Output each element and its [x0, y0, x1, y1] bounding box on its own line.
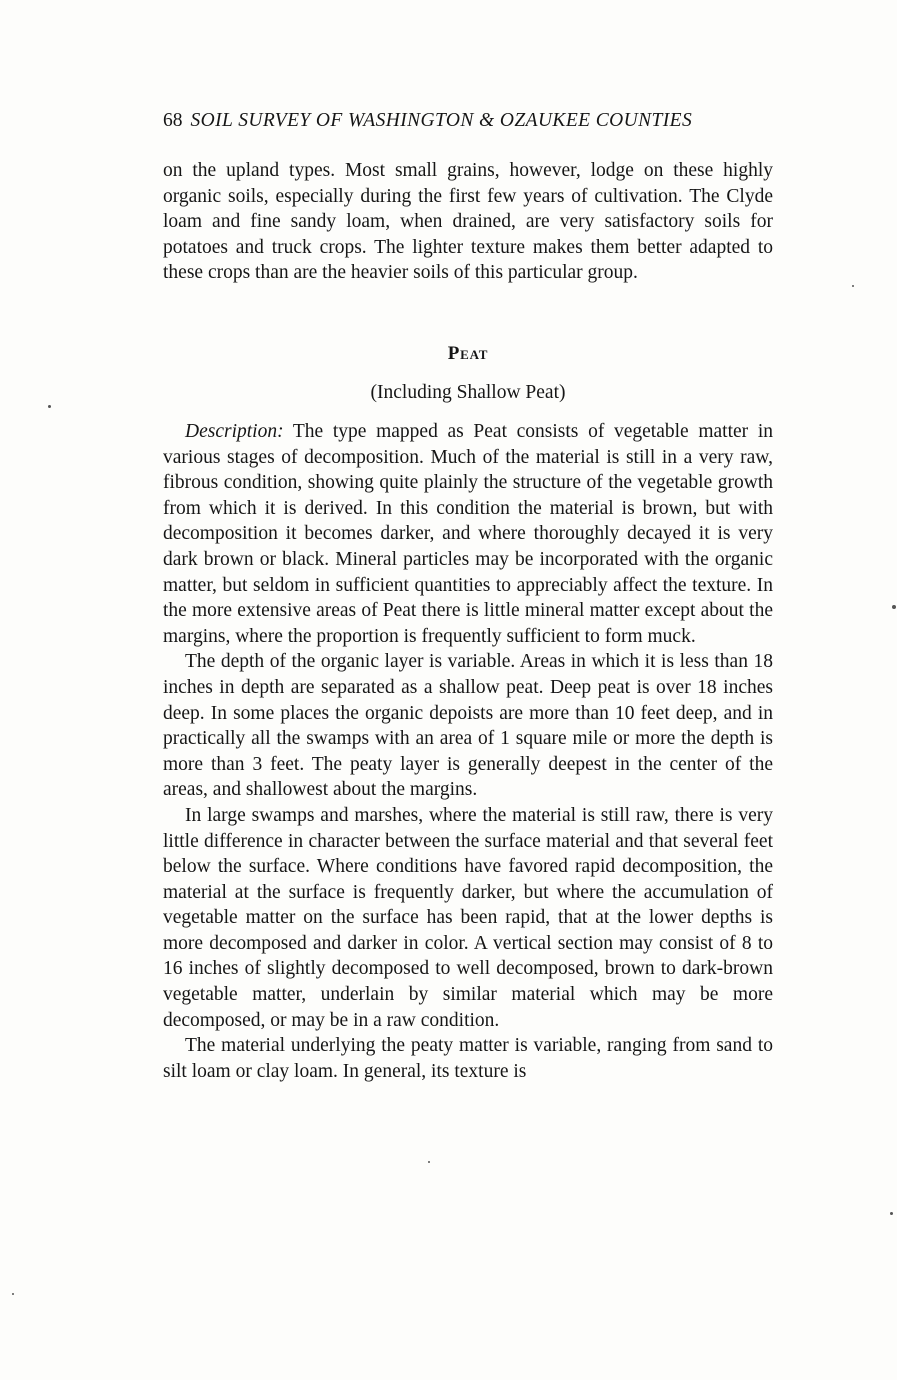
section-body — [163, 419, 773, 1084]
description-paragraph — [163, 419, 773, 649]
depth-paragraph: The depth of the organic layer is variable. Areas in which it is less than 18 inches in depth are separated as a shallow peat. Deep peat is over 18 inches deep. In some places the organic depoists are more than 10 feet deep, and in practically all the swamps with an area of 1 square mile or more the depth is more than 3 feet. The peaty layer is generally deepest in the center of the areas, and shallowest about the margins. — [163, 651, 773, 801]
running-title: SOIL SURVEY OF WASHINGTON & OZAUKEE COUNTIES — [190, 110, 693, 131]
intro-paragraph: on the upland types. Most small grains, however, lodge on these highly organic soils, especially during the first few years of cultivation. The Clyde loam and fine sandy loam, when drained, are very satisfactory soils for potatoes and truck crops. The lighter texture makes them better adapted to these crops than are the heavier soils of this particular group. — [163, 160, 773, 284]
scan-speck — [852, 285, 854, 287]
running-head — [163, 107, 775, 135]
scan-speck — [428, 1161, 430, 1163]
page-number: 68 — [163, 110, 183, 131]
scan-speck — [892, 605, 896, 609]
scan-speck — [12, 1293, 14, 1295]
section-heading: Peat — [447, 343, 489, 364]
scan-speck — [48, 405, 51, 408]
intro-text-block — [163, 158, 773, 286]
section-subheading: (Including Shallow Peat) — [370, 382, 566, 403]
underlying-material-paragraph: The material underlying the peaty matter is variable, ranging from sand to silt loam or clay loam. In general, its texture is — [163, 1035, 773, 1082]
swamps-paragraph: In large swamps and marshes, where the material is still raw, there is very little difference in character between the surface material and that several feet below the surface. Where conditions have favored rapid decomposition, the material at the surface is frequently darker, but where the accumulation of vegetable matter on the surface has been rapid, that at the lower depths is more decomposed and darker in color. A vertical section may consist of 8 to 16 inches of slightly decomposed to well decomposed, brown to dark-brown vegetable matter, underlain by similar material which may be more decomposed, or may be in a raw condition. — [163, 804, 773, 1031]
description-label: Description: — [185, 421, 284, 442]
scan-speck — [890, 1212, 893, 1215]
description-text: The type mapped as Peat consists of vegetable matter in various stages of decomposition. Much of the material is still in a very raw, fibrous condition, showing quite plainly the structure of the vegetable growth from which it is derived. In this condition the material is brown, but with decomposition it becomes darker, and where thoroughly decayed it is very dark brown or black. Mineral particles may be incorporated with the organic matter, but seldom in sufficient quantities to appreciably affect the texture. In the more extensive areas of Peat there is little mineral matter except about the margins, where the proportion is frequently sufficient to form muck. — [163, 421, 773, 647]
